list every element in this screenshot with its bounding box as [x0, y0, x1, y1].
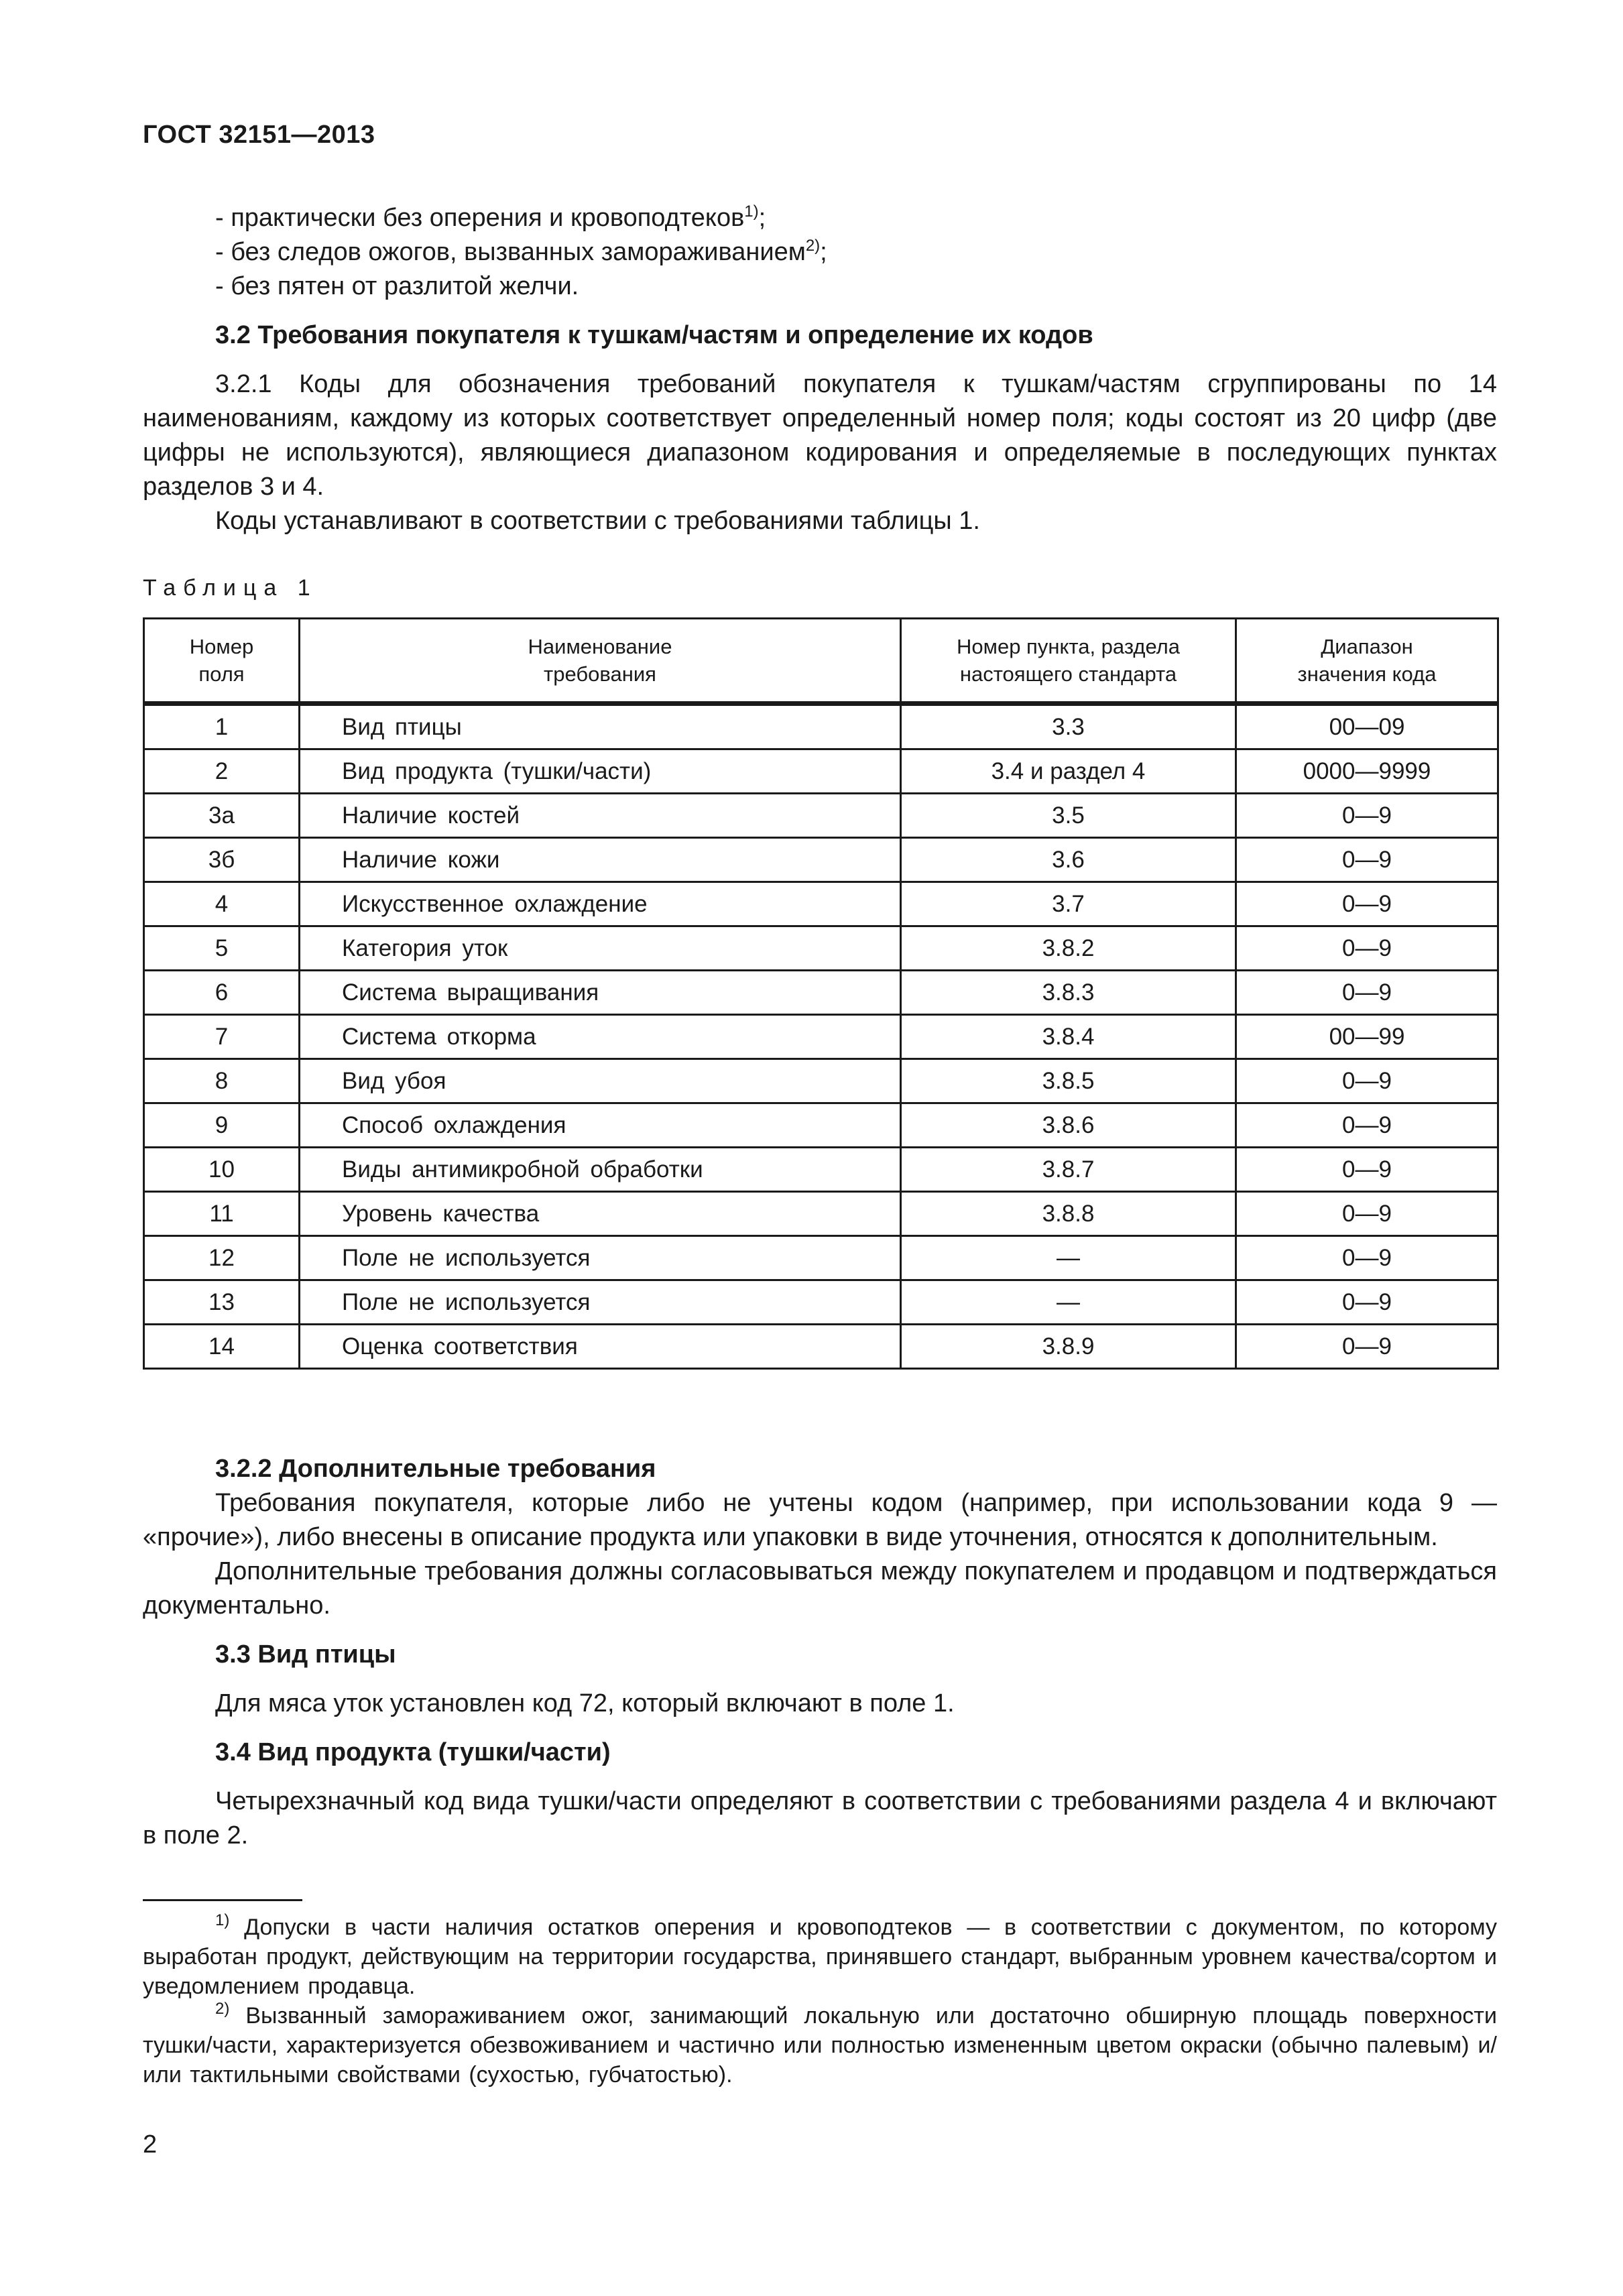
- list-item: - практически без оперения и кровоподтеков$^{1)}$;: [215, 202, 766, 232]
- cell-field-number: 14: [144, 1325, 300, 1369]
- table-caption: Таблица 1: [143, 575, 318, 601]
- cell-field-number: 3б: [144, 838, 300, 882]
- cell-code-range: 0—9: [1236, 1325, 1498, 1369]
- cell-field-number: 11: [144, 1192, 300, 1236]
- header-code-range: Диапазон значения кода: [1236, 619, 1498, 704]
- cell-field-number: 2: [144, 749, 300, 794]
- cell-code-range: 0—9: [1236, 838, 1498, 882]
- paragraph-3-2-2-a: Требования покупателя, которые либо не учтены кодом (например, при использовании кода 9 — «прочие»), либо внесены в описание продукта или упаковки в виде уточнения, относятся к дополнительным.: [143, 1489, 1497, 1551]
- table-row: [144, 1236, 1498, 1280]
- lower-sections: [143, 1452, 1497, 1853]
- section-heading-3-3: 3.3 Вид птицы: [215, 1640, 396, 1669]
- cell-code-range: 0—9: [1236, 882, 1498, 926]
- page-number: 2: [143, 2130, 158, 2159]
- cell-clause-number: 3.8.8: [901, 1192, 1236, 1236]
- cell-requirement-name: Наличие костей: [300, 794, 901, 838]
- cell-requirement-name: Вид продукта (тушки/части): [300, 749, 901, 794]
- cell-clause-number: —: [901, 1236, 1236, 1280]
- cell-clause-number: 3.8.9: [901, 1325, 1236, 1369]
- table-row: [144, 1059, 1498, 1103]
- cell-field-number: 13: [144, 1280, 300, 1325]
- cell-requirement-name: Система выращивания: [300, 971, 901, 1015]
- cell-code-range: 0—9: [1236, 926, 1498, 971]
- cell-field-number: 10: [144, 1148, 300, 1192]
- cell-clause-number: 3.8.6: [901, 1103, 1236, 1148]
- cell-code-range: 0—9: [1236, 794, 1498, 838]
- table-row: [144, 1103, 1498, 1148]
- codes-table: [143, 617, 1499, 1370]
- cell-field-number: 6: [144, 971, 300, 1015]
- cell-requirement-name: Вид убоя: [300, 1059, 901, 1103]
- paragraph-codes: Коды устанавливают в соответствии с требованиями таблицы 1.: [215, 507, 980, 535]
- cell-requirement-name: Поле не используется: [300, 1236, 901, 1280]
- footnote-separator: [143, 1899, 302, 1901]
- cell-field-number: 12: [144, 1236, 300, 1280]
- cell-requirement-name: Категория уток: [300, 926, 901, 971]
- table-row: [144, 1192, 1498, 1236]
- cell-clause-number: 3.5: [901, 794, 1236, 838]
- cell-clause-number: 3.8.4: [901, 1015, 1236, 1059]
- cell-code-range: 0—9: [1236, 1192, 1498, 1236]
- header-field-number: Номер поля: [144, 619, 300, 704]
- cell-field-number: 7: [144, 1015, 300, 1059]
- table-row: [144, 1325, 1498, 1369]
- cell-clause-number: 3.8.7: [901, 1148, 1236, 1192]
- cell-requirement-name: Оценка соответствия: [300, 1325, 901, 1369]
- table-row: [144, 971, 1498, 1015]
- cell-clause-number: 3.3: [901, 704, 1236, 749]
- table-header-row: [144, 619, 1498, 704]
- cell-code-range: 0—9: [1236, 1148, 1498, 1192]
- cell-clause-number: 3.7: [901, 882, 1236, 926]
- cell-clause-number: 3.8.3: [901, 971, 1236, 1015]
- cell-requirement-name: Наличие кожи: [300, 838, 901, 882]
- cell-requirement-name: Способ охлаждения: [300, 1103, 901, 1148]
- cell-requirement-name: Вид птицы: [300, 704, 901, 749]
- cell-code-range: 0—9: [1236, 1236, 1498, 1280]
- list-item: - без следов ожогов, вызванных замораживанием$^{2)}$;: [215, 237, 827, 266]
- cell-code-range: 0—9: [1236, 971, 1498, 1015]
- cell-field-number: 3а: [144, 794, 300, 838]
- cell-code-range: 0—9: [1236, 1280, 1498, 1325]
- table-row: [144, 1015, 1498, 1059]
- table-row: [144, 882, 1498, 926]
- cell-field-number: 5: [144, 926, 300, 971]
- header-requirement-name: Наименование требования: [300, 619, 901, 704]
- cell-clause-number: 3.8.5: [901, 1059, 1236, 1103]
- cell-field-number: 8: [144, 1059, 300, 1103]
- footnote-ref: 2): [805, 237, 821, 255]
- footnote-2: $^{2)}$ Вызванный замораживанием ожог, занимающий локальную или достаточно обширную площадь поверхности тушки/части, характеризуется обезвоживанием и частично или полностью измененным цветом окраски (обычно палевым) и/или тактильными свойствами (сухостью, губчатостью).: [143, 2000, 1497, 2088]
- cell-code-range: 00—99: [1236, 1015, 1498, 1059]
- section-heading-3-2-2: 3.2.2 Дополнительные требования: [215, 1455, 656, 1483]
- cell-clause-number: —: [901, 1280, 1236, 1325]
- paragraph-3-4: Четырехзначный код вида тушки/части определяют в соответствии с требованиями раздела 4 и включают в поле 2.: [143, 1787, 1497, 1850]
- table-row: [144, 1148, 1498, 1192]
- cell-code-range: 00—09: [1236, 704, 1498, 749]
- cell-code-range: 0000—9999: [1236, 749, 1498, 794]
- paragraph-3-2-2-b: Дополнительные требования должны согласовываться между покупателем и продавцом и подтверждаться документально.: [143, 1557, 1497, 1620]
- cell-requirement-name: Искусственное охлаждение: [300, 882, 901, 926]
- section-heading-3-2: 3.2 Требования покупателя к тушкам/частям и определение их кодов: [215, 321, 1093, 349]
- cell-code-range: 0—9: [1236, 1103, 1498, 1148]
- list-item: - без пятен от разлитой желчи.: [215, 272, 579, 300]
- section-heading-3-4: 3.4 Вид продукта (тушки/части): [215, 1738, 611, 1766]
- table-row: [144, 794, 1498, 838]
- standard-code-header: ГОСТ 32151—2013: [143, 121, 375, 149]
- cell-requirement-name: Виды антимикробной обработки: [300, 1148, 901, 1192]
- table-row: [144, 838, 1498, 882]
- table-row: [144, 704, 1498, 749]
- table-row: [144, 926, 1498, 971]
- cell-requirement-name: Поле не используется: [300, 1280, 901, 1325]
- paragraph-3-2-1: 3.2.1 Коды для обозначения требований покупателя к тушкам/частям сгруппированы по 14 наименованиям, каждому из которых соответствует определенный номер поля; коды состоят из 20 цифр (две цифры не используются), являющиеся диапазоном кодирования и определяемые в последующих пунктах разделов 3 и 4.: [143, 370, 1497, 501]
- cell-field-number: 4: [144, 882, 300, 926]
- cell-clause-number: 3.4 и раздел 4: [901, 749, 1236, 794]
- cell-field-number: 1: [144, 704, 300, 749]
- footnotes: [143, 1913, 1497, 2090]
- cell-code-range: 0—9: [1236, 1059, 1498, 1103]
- table-row: [144, 1280, 1498, 1325]
- table-row: [144, 749, 1498, 794]
- header-clause-number: Номер пункта, раздела настоящего стандарта: [901, 619, 1236, 704]
- cell-requirement-name: Система откорма: [300, 1015, 901, 1059]
- footnote-ref: 1): [744, 202, 759, 221]
- footnote-1: $^{1)}$ Допуски в части наличия остатков оперения и кровоподтеков — в соответствии с документом, по которому выработан продукт, действующим на территории государства, принявшего стандарт, выбранным уровнем качества/сортом и уведомлением продавца.: [143, 1911, 1497, 1999]
- cell-clause-number: 3.6: [901, 838, 1236, 882]
- cell-clause-number: 3.8.2: [901, 926, 1236, 971]
- cell-field-number: 9: [144, 1103, 300, 1148]
- paragraph-3-3: Для мяса уток установлен код 72, который включают в поле 1.: [215, 1689, 955, 1717]
- intro-section: [143, 201, 1497, 538]
- cell-requirement-name: Уровень качества: [300, 1192, 901, 1236]
